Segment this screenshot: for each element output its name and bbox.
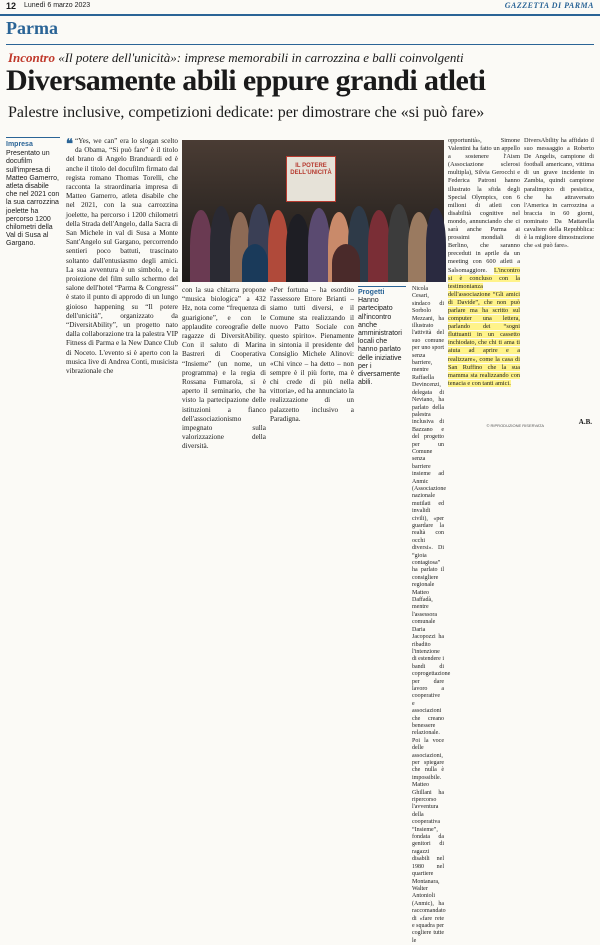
photo-caption bbox=[358, 286, 406, 387]
caption-label: Progetti bbox=[358, 289, 385, 296]
sidebar-text: Presentato un docufilm sull'impresa di Matteo Gamerro, atleta disabile che nel 2021 con la sua carrozzina joelette ha percorso 1200 chilometri della Val di Susa al Gargano. bbox=[6, 150, 60, 248]
page-header bbox=[0, 0, 600, 16]
photo-banner: IL POTERE DELL'UNICITÀ bbox=[286, 156, 336, 202]
article-column-4: Nicola Cesari, sindaco di Sorbolo Mezzani, ha illustrato l'attività del suo comune per uno sport senza barriere, mentre Raffaella Devincenzi, delegata di Neviano, ha parlato della palestra inclusiva di Bazzano e del progetto per un Comune senza barriere insieme ad Anmic (Associazione nazionale mutilati ed invalidi civili), «per guardare la realtà con occhi diversi». Di “gioia contagiosa” ha parlato il consigliere regionale Matteo Daffadà, mentre l'assessora comunale Daria Jacopozzi ha ribadito l'intenzione di estendere i bandi di coprogettazione per dare lavoro a cooperative e associazioni che creano benessere relazionale. Poi la voce delle associazioni, per spiegare che nulla è impossibile. Matteo Ghillani ha ripercorso l'avventura della cooperativa “Insieme”, fondata da genitori di ragazzi disabili nel 1980 nel quartiere Montanara, Walter Antonioli (Anmic), ha raccomandato di «fare rete e squadra per cogliere tutte le bbox=[412, 286, 451, 944]
article-column-2: con la sua chitarra propone “musica biologica” a 432 Hz, nota come “frequenza di guarigione”, e con le applaudite coreografie delle ragazze di DiversitAbility. Con il saluto di Marina Bastreri di Cooperativa “Insieme” (un nome, un programma) e la regia di Rossana Fumarola, si è aperto il seminario, che ha visto la partecipazione delle istituzioni a fianco dell'associazionismo impegnato sulla valorizzazione della diversità. bbox=[182, 286, 266, 451]
article-column-3: «Per fortuna – ha esordito l'assessore Ettore Brianti – siamo tutti diversi, e il Comune sta realizzando il nuovo Patto Sociale con questo spirito». Pienamente in sintonia il presidente del Consiglio Michele Alinovi: «Chi vince – ha detto – non sempre è il più forte, ma è chi crede di più nella vittoria», ed ha annunciato la realizzazione di un palazzetto inclusivo a Paradigna. bbox=[270, 286, 354, 423]
article-text-5: opportunità», Simone Valentini ha fatto un appello a sostenere l'Aism (Associazione sclerosi multipla), Silvia Gerocchi e Federica Patroni hanno illustrato la sfida degli Special Olympics, con 6 milioni di atleti con disabilità cognitive nel mondo, annunciando che ci sarà anche Parma ai prossimi mondiali di Berlino, che saranno preceduti in aprile da un meeting con 600 atleti a Salsomaggiore. bbox=[448, 137, 520, 274]
section-title: Parma bbox=[6, 18, 58, 38]
event-photo bbox=[182, 140, 444, 282]
headline: Diversamente abili eppure grandi atleti bbox=[6, 64, 486, 97]
section-rule bbox=[6, 44, 594, 45]
article-text-1: “Yes, we can” era lo slogan scelto da Obama, “Si può fare” è il titolo del brano di Angelo Branduardi ed è anche il titolo del docufilm firmato dal regista romano Thomas Torelli, che racconta la straordinaria impresa di Matteo Gamerro, atleta disabile che nel 2021, con la sua carrozzina joelette, ha percorso i 1200 chilometri della Strada dell'Angelo, dalla Sacra di San Michele in val di Susa a Monte Sant'Angelo sul Gargano, percorrendo sentieri poco battuti, trascinato soltanto dall'entusiasmo degli amici. La sua avventura è un simbolo, e la proiezione del film sullo schermo del salone dell'hotel “Parma & Congressi” è stato il punto di approdo di un lungo gioioso happening su “Il potere dell'unicità”, organizzato da “DiversitAbility”, un progetto nato dalla collaborazione tra la palestra VIP Fitness di Parma e la New Dance Club di Noceto. L'evento si è aperto con la musica live di Andrea Conti, musicista vibrazionale che bbox=[66, 137, 178, 376]
article-column-5 bbox=[448, 137, 520, 429]
highlighted-text: L'incontro si è concluso con la testimonianza dell'associazione “Gli amici di Davide”, che non può parlare ma ha scritto sul computer una lettera, parlando dei “sogni fluttuanti in un cassetto inchiodato, che chi ti ama ti aiuta ad aprire e a realizzare», come la casa di San Ruffino che la sua mamma sta realizzando con tenacia e con tanti amici. bbox=[448, 266, 520, 387]
sidebar-label: Impresa bbox=[6, 141, 33, 148]
kicker-tag: Incontro bbox=[8, 50, 55, 65]
masthead: GAZZETTA DI PARMA bbox=[504, 1, 594, 10]
kicker-text: «Il potere dell'unicità»: imprese memorabili in carrozzina e balli coinvolgenti bbox=[58, 50, 464, 65]
author-signature: A.B. bbox=[578, 418, 592, 426]
caption-text: Hanno partecipato all'incontro anche amministratori locali che hanno parlato delle iniziative per i diversamente abili. bbox=[358, 297, 402, 387]
page-date: Lunedì 6 marzo 2023 bbox=[24, 2, 91, 9]
quote-mark-icon: ❝ bbox=[66, 136, 73, 151]
page-number: 12 bbox=[6, 1, 17, 11]
copyright-notice: © RIPRODUZIONE RISERVATA bbox=[486, 423, 544, 428]
subheadline: Palestre inclusive, competizioni dedicate: per dimostrare che «si può fare» bbox=[8, 104, 485, 121]
article-column-6: DiversAbility ha affidato il suo messaggio a Roberto De Angelis, campione di football americano, vittima di un grave incidente in Zambia, quindi campione paralimpico di pesistica, che ha attraversato l'America in carrozzina a braccia in 60 giorni, nominato Da Mattarella cavaliere della Repubblica: è la migliore dimostrazione che «si può fare». bbox=[524, 137, 594, 250]
sidebar-box bbox=[6, 137, 60, 249]
article-column-1 bbox=[66, 137, 178, 429]
